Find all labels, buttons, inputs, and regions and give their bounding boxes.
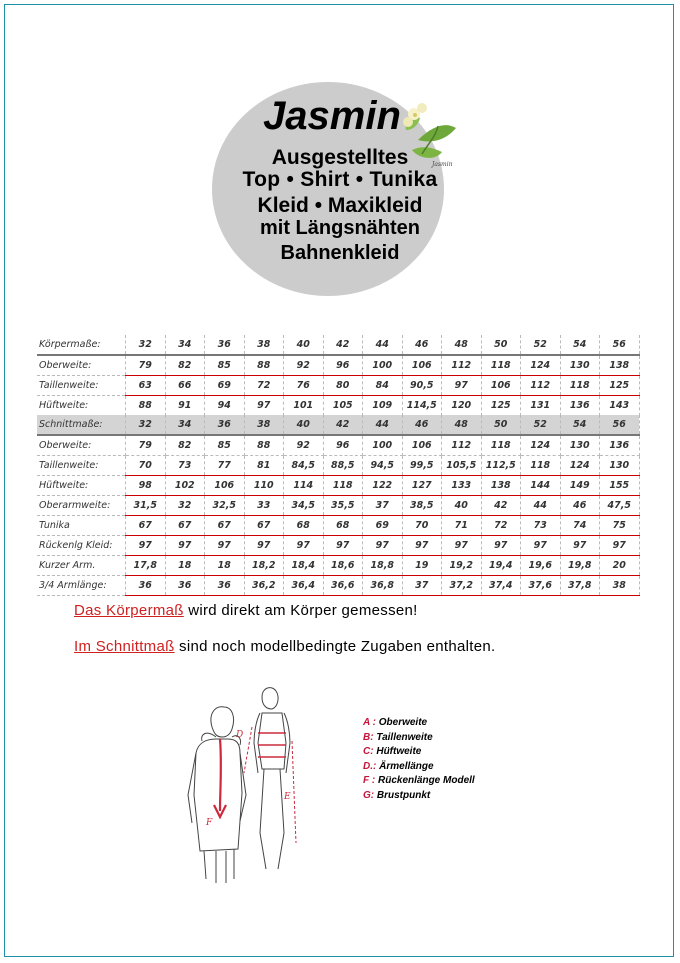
label-f: F (206, 818, 213, 828)
legend-key: D.: (363, 760, 377, 772)
size-cell: 138 (481, 476, 521, 496)
legend-item (363, 716, 475, 731)
legend-item (363, 789, 475, 804)
size-cell: 85 (205, 435, 245, 456)
size-cell: 97 (284, 536, 324, 556)
size-cell: 66 (165, 376, 205, 396)
row-label: Hüftweite: (37, 396, 126, 416)
size-cell: 80 (323, 376, 363, 396)
size-cell: 37,2 (442, 576, 482, 596)
size-cell: 38 (244, 415, 284, 435)
size-cell: 50 (481, 335, 521, 355)
pattern-title: Jasmin (263, 94, 401, 138)
size-cell: 34 (165, 415, 205, 435)
size-cell: 133 (442, 476, 482, 496)
label-e: E (284, 792, 291, 802)
size-cell: 118 (481, 355, 521, 376)
measurement-legend (363, 716, 475, 803)
size-cell: 102 (165, 476, 205, 496)
size-cell: 44 (363, 415, 403, 435)
size-cell: 118 (521, 456, 561, 476)
size-cell: 92 (284, 355, 324, 376)
size-cell: 112,5 (481, 456, 521, 476)
size-cell: 112 (442, 355, 482, 376)
size-cell: 136 (600, 435, 640, 456)
size-cell: 19,8 (560, 556, 600, 576)
legend-text: Hüftweite (373, 746, 422, 757)
legend-text: Ärmellänge (376, 760, 434, 772)
size-cell: 88 (244, 435, 284, 456)
size-cell: 130 (600, 456, 640, 476)
table-row (37, 496, 639, 516)
size-cell: 106 (205, 476, 245, 496)
size-cell: 130 (560, 355, 600, 376)
size-cell: 48 (442, 415, 482, 435)
size-cell: 52 (521, 335, 561, 355)
subtitle-line-4: mit Längsnähten (259, 217, 420, 239)
size-cell: 88 (126, 396, 166, 416)
size-cell: 79 (126, 355, 166, 376)
size-cell: 37,8 (560, 576, 600, 596)
size-cell: 46 (402, 415, 442, 435)
legend-key: G: (363, 789, 375, 801)
size-cell: 19,4 (481, 556, 521, 576)
size-cell: 97 (442, 536, 482, 556)
legend-key: F : (363, 775, 376, 786)
size-cell: 155 (600, 476, 640, 496)
size-cell: 32 (165, 496, 205, 516)
size-cell: 100 (363, 355, 403, 376)
table-row (37, 556, 639, 576)
size-cell: 109 (363, 396, 403, 416)
size-cell: 138 (600, 355, 640, 376)
table-row (37, 435, 639, 456)
label-d: D (236, 730, 244, 740)
size-cell: 47,5 (600, 496, 640, 516)
size-cell: 124 (560, 456, 600, 476)
note-body-measure (74, 602, 418, 619)
size-cell: 18,6 (323, 556, 363, 576)
measurement-sketch (180, 683, 330, 893)
size-cell: 125 (600, 376, 640, 396)
row-label: Tunika (37, 516, 126, 536)
size-cell: 42 (323, 335, 363, 355)
size-cell: 84 (363, 376, 403, 396)
size-cell: 18,8 (363, 556, 403, 576)
size-cell: 70 (126, 456, 166, 476)
size-cell: 97 (244, 536, 284, 556)
note-pattern-measure (74, 638, 496, 655)
size-cell: 74 (560, 516, 600, 536)
size-cell: 18,2 (244, 556, 284, 576)
size-cell: 36 (205, 576, 245, 596)
size-cell: 71 (442, 516, 482, 536)
size-cell: 112 (521, 376, 561, 396)
size-cell: 50 (481, 415, 521, 435)
size-cell: 36,6 (323, 576, 363, 596)
size-cell: 118 (481, 435, 521, 456)
size-cell: 110 (244, 476, 284, 496)
size-cell: 36 (205, 415, 245, 435)
row-label: 3/4 Armlänge: (37, 576, 126, 596)
legend-text: Taillenweite (373, 731, 433, 743)
size-cell: 42 (323, 415, 363, 435)
size-cell: 125 (481, 396, 521, 416)
size-cell: 34,5 (284, 496, 324, 516)
size-cell: 35,5 (323, 496, 363, 516)
table-header-row (37, 335, 639, 355)
size-cell: 85 (205, 355, 245, 376)
size-cell: 118 (560, 376, 600, 396)
row-label: Oberweite: (37, 435, 126, 456)
size-cell: 114 (284, 476, 324, 496)
size-cell: 124 (521, 435, 561, 456)
row-label: Hüftweite: (37, 476, 126, 496)
note-pattern-measure-text: sind noch modellbedingte Zugaben enthalten. (174, 638, 496, 655)
size-cell: 52 (521, 415, 561, 435)
row-label: Kurzer Arm. (37, 556, 126, 576)
size-cell: 77 (205, 456, 245, 476)
size-cell: 37,6 (521, 576, 561, 596)
table-row (37, 396, 639, 416)
size-cell: 114,5 (402, 396, 442, 416)
size-cell: 79 (126, 435, 166, 456)
size-cell: 97 (442, 376, 482, 396)
size-cell: 88 (244, 355, 284, 376)
size-cell: 97 (244, 396, 284, 416)
size-cell: 17,8 (126, 556, 166, 576)
size-cell: 97 (323, 536, 363, 556)
size-cell: 37,4 (481, 576, 521, 596)
size-cell: 98 (126, 476, 166, 496)
legend-text: Brustpunkt (374, 789, 431, 801)
table-row (37, 376, 639, 396)
legend-key: C: (363, 746, 374, 757)
size-cell: 32,5 (205, 496, 245, 516)
size-cell: 56 (600, 335, 640, 355)
size-cell: 73 (521, 516, 561, 536)
size-cell: 38 (244, 335, 284, 355)
size-cell: 90,5 (402, 376, 442, 396)
size-cell: 54 (560, 415, 600, 435)
legend-key: B: (363, 731, 374, 743)
subtitle-line-3: Kleid • Maxikleid (257, 194, 423, 217)
legend-text: Rückenlänge Modell (375, 775, 475, 786)
size-cell: 127 (402, 476, 442, 496)
size-cell: 75 (600, 516, 640, 536)
size-cell: 94,5 (363, 456, 403, 476)
size-cell: 19,6 (521, 556, 561, 576)
size-cell: 97 (363, 536, 403, 556)
size-cell: 72 (481, 516, 521, 536)
size-cell: 84,5 (284, 456, 324, 476)
table-row (37, 476, 639, 496)
size-cell: 112 (442, 435, 482, 456)
size-cell: 19,2 (442, 556, 482, 576)
size-cell: 69 (363, 516, 403, 536)
size-cell: 67 (126, 516, 166, 536)
pattern-measurements-table (37, 415, 640, 596)
size-cell: 54 (560, 335, 600, 355)
size-cell: 97 (402, 536, 442, 556)
size-cell: 92 (284, 435, 324, 456)
size-cell: 91 (165, 396, 205, 416)
size-cell: 44 (363, 335, 403, 355)
size-cell: 18 (205, 556, 245, 576)
subtitle-line-2: Top • Shirt • Tunika (242, 168, 438, 191)
size-cell: 96 (323, 435, 363, 456)
size-cell: 18 (165, 556, 205, 576)
size-cell: 136 (560, 396, 600, 416)
size-cell: 33 (244, 496, 284, 516)
subtitle-line-1: Ausgestelltes (271, 146, 409, 169)
size-cell: 19 (402, 556, 442, 576)
size-cell: 31,5 (126, 496, 166, 516)
row-label: Taillenweite: (37, 456, 126, 476)
size-cell: 97 (600, 536, 640, 556)
size-cell: 124 (521, 355, 561, 376)
size-cell: 68 (284, 516, 324, 536)
size-cell: 122 (363, 476, 403, 496)
size-cell: 40 (284, 415, 324, 435)
legend-key: A : (363, 717, 376, 728)
size-cell: 36 (205, 335, 245, 355)
legend-item (363, 760, 475, 775)
size-cell: 18,4 (284, 556, 324, 576)
legend-item (363, 774, 475, 789)
size-cell: 40 (284, 335, 324, 355)
size-cell: 40 (442, 496, 482, 516)
body-measurements-table (37, 335, 640, 416)
size-cell: 88,5 (323, 456, 363, 476)
note-body-measure-highlight: Das Körpermaß (74, 602, 184, 619)
size-cell: 44 (521, 496, 561, 516)
size-cell: 96 (323, 355, 363, 376)
size-cell: 101 (284, 396, 324, 416)
size-cell: 20 (600, 556, 640, 576)
size-cell: 38 (600, 576, 640, 596)
size-cell: 36,8 (363, 576, 403, 596)
size-cell: 106 (402, 435, 442, 456)
legend-item (363, 745, 475, 760)
logo-caption: Jasmin (432, 161, 453, 168)
size-cell: 106 (481, 376, 521, 396)
size-cell: 37 (363, 496, 403, 516)
size-cell: 82 (165, 435, 205, 456)
size-cell: 72 (244, 376, 284, 396)
table-header-row (37, 415, 639, 435)
table-row (37, 355, 639, 376)
size-cell: 97 (521, 536, 561, 556)
size-cell: 97 (481, 536, 521, 556)
legend-text: Oberweite (375, 717, 428, 728)
size-cell: 34 (165, 335, 205, 355)
row-label: Oberarmweite: (37, 496, 126, 516)
legend-item (363, 731, 475, 746)
size-cell: 118 (323, 476, 363, 496)
size-cell: 37 (402, 576, 442, 596)
size-cell: 120 (442, 396, 482, 416)
size-cell: 144 (521, 476, 561, 496)
size-cell: 99,5 (402, 456, 442, 476)
size-cell: 56 (600, 415, 640, 435)
size-cell: 73 (165, 456, 205, 476)
table-row (37, 516, 639, 536)
size-cell: 143 (600, 396, 640, 416)
size-cell: 46 (560, 496, 600, 516)
size-cell: 36,2 (244, 576, 284, 596)
table-row (37, 536, 639, 556)
size-cell: 67 (244, 516, 284, 536)
size-cell: 94 (205, 396, 245, 416)
size-cell: 38,5 (402, 496, 442, 516)
size-cell: 97 (126, 536, 166, 556)
row-label: Oberweite: (37, 355, 126, 376)
size-cell: 149 (560, 476, 600, 496)
size-cell: 100 (363, 435, 403, 456)
size-cell: 48 (442, 335, 482, 355)
size-cell: 97 (205, 536, 245, 556)
size-cell: 105,5 (442, 456, 482, 476)
size-cell: 36 (126, 576, 166, 596)
size-cell: 46 (402, 335, 442, 355)
note-pattern-measure-highlight: Im Schnittmaß (74, 638, 175, 655)
row-label: Schnittmaße: (37, 415, 126, 435)
size-cell: 68 (323, 516, 363, 536)
table-row (37, 576, 639, 596)
size-cell: 42 (481, 496, 521, 516)
subtitle-line-5: Bahnenkleid (280, 242, 400, 264)
row-label: Taillenweite: (37, 376, 126, 396)
size-cell: 82 (165, 355, 205, 376)
size-cell: 106 (402, 355, 442, 376)
row-label: Rückenlg Kleid: (37, 536, 126, 556)
size-cell: 131 (521, 396, 561, 416)
size-cell: 130 (560, 435, 600, 456)
size-cell: 32 (126, 335, 166, 355)
size-cell: 36,4 (284, 576, 324, 596)
size-cell: 36 (165, 576, 205, 596)
note-body-measure-text: wird direkt am Körper gemessen! (183, 602, 418, 619)
size-cell: 69 (205, 376, 245, 396)
size-cell: 76 (284, 376, 324, 396)
size-cell: 63 (126, 376, 166, 396)
size-cell: 97 (560, 536, 600, 556)
row-label: Körpermaße: (37, 335, 126, 355)
size-cell: 70 (402, 516, 442, 536)
size-cell: 105 (323, 396, 363, 416)
size-cell: 97 (165, 536, 205, 556)
table-row (37, 456, 639, 476)
size-cell: 67 (205, 516, 245, 536)
size-cell: 67 (165, 516, 205, 536)
size-cell: 32 (126, 415, 166, 435)
size-cell: 81 (244, 456, 284, 476)
